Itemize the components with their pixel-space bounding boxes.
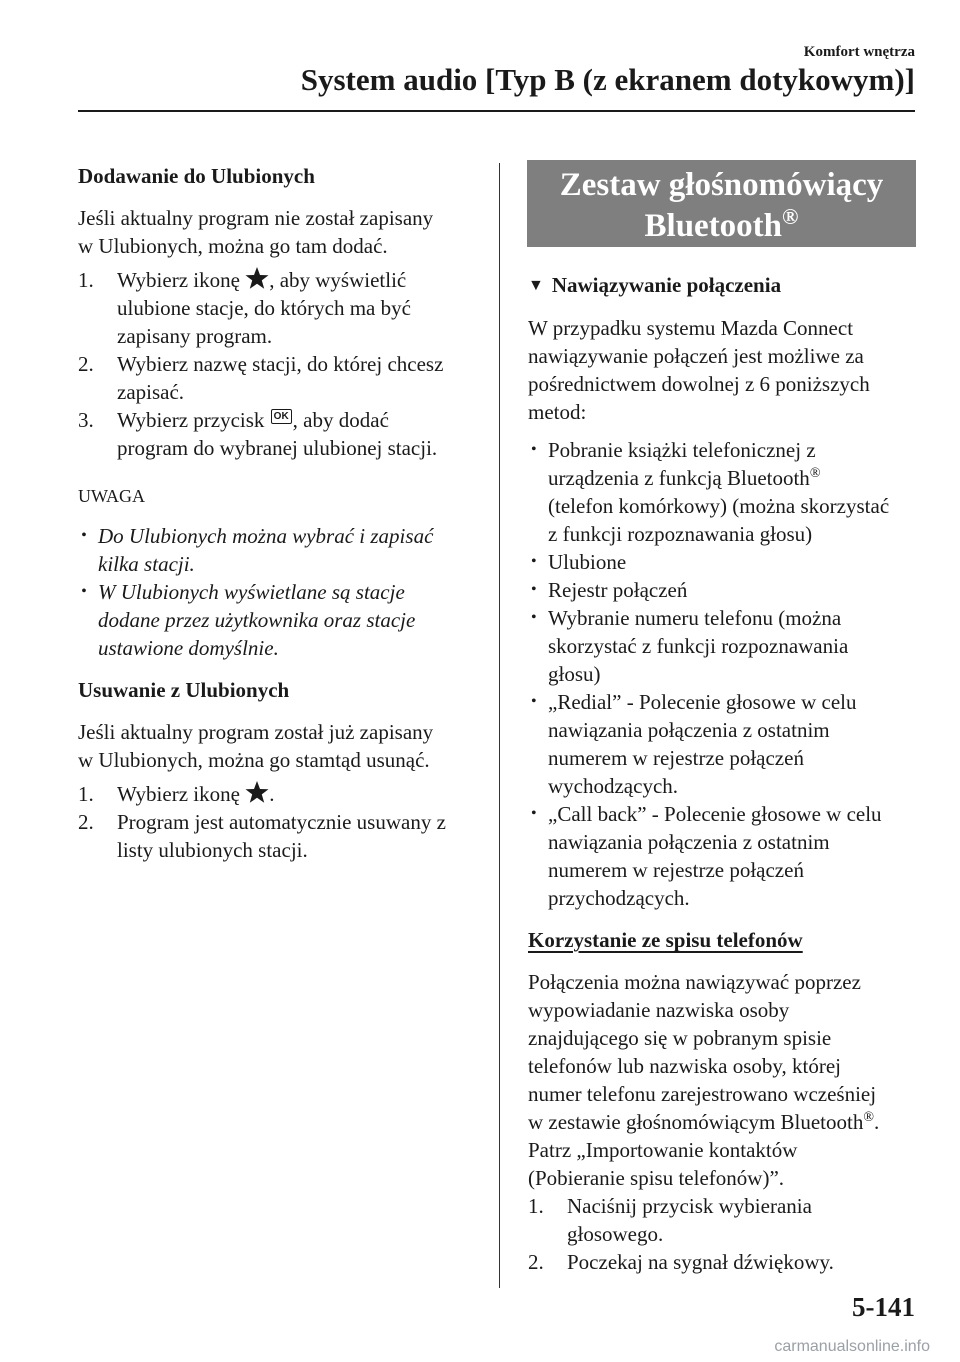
star-icon [245,266,269,290]
phonebook-line: wypowiadanie nazwiska osoby [528,998,790,1022]
subsection-heading: ▼ Nawiązywanie połączenia [528,271,918,300]
add-intro-line: Jeśli aktualny program nie został zapisany [78,206,434,230]
notes-list [78,522,478,662]
phonebook-line: znajdującego się w pobranym spisie [528,1026,832,1050]
add-intro-line: w Ulubionych, można go tam dodać. [78,234,388,258]
list-item: 2. Wybierz nazwę stacji, do której chcesz zapisać. [78,352,444,404]
header-divider [78,110,915,112]
list-item: • Pobranie książki telefonicznej z urządzenia z funkcją Bluetooth® (telefon komórkowy) (można skorzystać z funkcji rozpoznawania głosu) [531,438,890,546]
list-item: 1. Wybierz ikonę , aby wyświetlić ulubione stacje, do których ma być zapisany program. [78,268,411,348]
page-number: 5-141 [852,1292,915,1322]
remove-steps-list [78,780,478,864]
remove-intro-line: Jeśli aktualny program został już zapisany [78,720,434,744]
add-favorites-heading: Dodawanie do Ulubionych [78,164,315,188]
phonebook-line: Połączenia można nawiązywać poprzez [528,970,861,994]
section-banner [527,160,916,247]
remove-favorites-heading: Usuwanie z Ulubionych [78,678,290,702]
list-item: 1. Wybierz ikonę . [78,782,275,806]
list-item: • Wybranie numeru telefonu (można skorzystać z funkcji rozpoznawania głosu) [531,606,849,686]
list-item: • Do Ulubionych można wybrać i zapisać kilka stacji. [81,524,434,576]
left-column [78,162,478,864]
phonebook-line: telefonów lub nazwiska osoby, której [528,1054,841,1078]
phonebook-line: w zestawie głośnomówiącym Bluetooth®. [528,1110,880,1134]
right-column [528,271,918,1276]
note-heading: UWAGA [78,486,145,506]
list-item: 1. Naciśnij przycisk wybierania głosowego. [528,1194,812,1246]
section-label: Komfort wnętrza [803,44,915,60]
list-item: 2. Poczekaj na sygnał dźwiękowy. [528,1250,834,1274]
page-title: System audio [Typ B (z ekranem dotykowym)] [300,62,915,97]
list-item: • Ulubione [531,550,627,574]
column-divider [499,163,500,1288]
intro-line: pośrednictwem dowolnej z 6 poniższych [528,372,870,396]
watermark: carmanualsonline.info [774,1338,930,1355]
intro-line: metod: [528,400,587,424]
list-item: • Rejestr połączeń [531,578,688,602]
ok-button-icon: OK [271,409,292,424]
phonebook-heading: Korzystanie ze spisu telefonów [528,928,803,952]
voice-steps-list [528,1192,918,1276]
list-item: • „Redial” - Polecenie głosowe w celu nawiązania połączenia z ostatnim numerem w rejestrze połączeń wychodzących. [531,690,857,798]
banner-line-2: Bluetooth® [644,204,799,244]
list-item: • W Ulubionych wyświetlane są stacje dodane przez użytkownika oraz stacje ustawione domyślnie. [81,580,416,660]
list-item: • „Call back” - Polecenie głosowe w celu nawiązania połączenia z ostatnim numerem w rejestrze połączeń przychodzących. [531,802,882,910]
methods-list [528,436,918,912]
banner-line-1: Zestaw głośnomówiący [559,167,884,203]
triangle-down-icon: ▼ [528,277,544,294]
intro-line: W przypadku systemu Mazda Connect [528,316,854,340]
add-steps-list [78,266,478,462]
phonebook-line: Patrz „Importowanie kontaktów [528,1138,798,1162]
list-item: 3. Wybierz przycisk OK , aby dodać program do wybranej ulubionej stacji. [78,408,438,460]
phonebook-line: (Pobieranie spisu telefonów)”. [528,1166,785,1190]
remove-intro-line: w Ulubionych, można go stamtąd usunąć. [78,748,430,772]
intro-line: nawiązywanie połączeń jest możliwe za [528,344,864,368]
star-icon [245,780,269,804]
list-item: 2. Program jest automatycznie usuwany z listy ulubionych stacji. [78,810,446,862]
phonebook-line: numer telefonu zarejestrowano wcześniej [528,1082,877,1106]
